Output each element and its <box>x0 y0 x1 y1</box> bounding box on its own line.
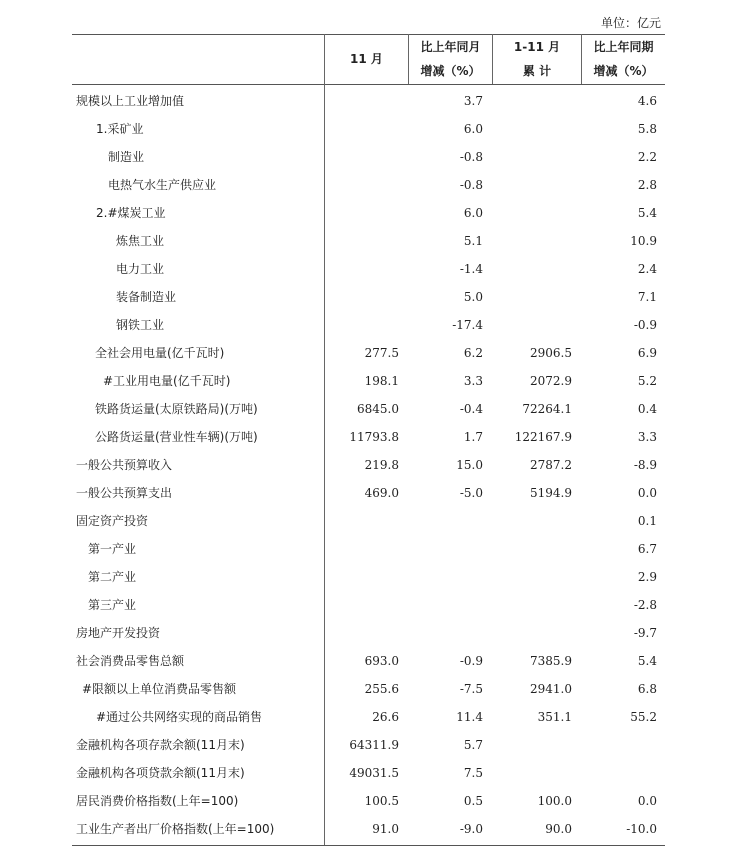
yoy-period-value: -0.9 <box>633 318 657 332</box>
table-row <box>72 731 665 759</box>
cumulative-value: 351.1 <box>537 710 572 724</box>
header-yoy-period-line2: 增减（%） <box>593 64 654 78</box>
row-label: 固定资产投资 <box>76 514 149 528</box>
table-row <box>72 647 665 675</box>
yoy-period-value: 2.2 <box>637 150 657 164</box>
cumulative-value: 90.0 <box>545 822 572 836</box>
table-row <box>72 619 665 647</box>
row-label: #工业用电量(亿千瓦时) <box>103 374 231 388</box>
yoy-month-value: 11.4 <box>456 710 483 724</box>
table-row <box>72 311 665 339</box>
yoy-period-value: 0.0 <box>637 486 657 500</box>
table-row <box>72 675 665 703</box>
row-label: 房地产开发投资 <box>76 626 161 640</box>
yoy-period-value: 55.2 <box>630 710 657 724</box>
month-value: 26.6 <box>372 710 399 724</box>
table-row <box>72 815 665 843</box>
yoy-month-value: -0.8 <box>459 150 483 164</box>
header-yoy-month-line2: 增减（%） <box>420 64 481 78</box>
row-label: 电热气水生产供应业 <box>108 178 217 192</box>
yoy-period-value: 6.7 <box>637 542 657 556</box>
month-value: 693.0 <box>364 654 399 668</box>
table-row <box>72 255 665 283</box>
row-label: #限额以上单位消费品零售额 <box>82 682 237 696</box>
yoy-month-value: -9.0 <box>459 822 483 836</box>
row-label: 一般公共预算收入 <box>76 458 173 472</box>
month-value: 64311.9 <box>349 738 399 752</box>
yoy-month-value: -0.9 <box>459 654 483 668</box>
table-row <box>72 507 665 535</box>
yoy-period-value: 2.9 <box>637 570 657 584</box>
row-label: 钢铁工业 <box>116 318 165 332</box>
yoy-month-value: 1.7 <box>463 430 483 444</box>
table-row <box>72 787 665 815</box>
row-label: 一般公共预算支出 <box>76 486 173 500</box>
row-label: 炼焦工业 <box>116 234 165 248</box>
table-row <box>72 171 665 199</box>
table-row <box>72 563 665 591</box>
table-row <box>72 339 665 367</box>
month-value: 255.6 <box>364 682 399 696</box>
unit-label: 单位：亿元 <box>600 16 661 30</box>
row-label: 电力工业 <box>116 262 165 276</box>
row-label: 铁路货运量(太原铁路局)(万吨) <box>95 402 258 416</box>
month-value: 91.0 <box>372 822 399 836</box>
yoy-period-value: 4.6 <box>637 94 657 108</box>
table-row <box>72 423 665 451</box>
header-yoy-period-line1: 比上年同期 <box>593 40 654 54</box>
row-label: 制造业 <box>108 150 145 164</box>
cumulative-value: 122167.9 <box>514 430 572 444</box>
table-row <box>72 115 665 143</box>
row-label: 第一产业 <box>88 542 137 556</box>
table-row <box>72 283 665 311</box>
yoy-month-value: -7.5 <box>459 682 483 696</box>
header-cumulative-line1: 1-11 月 <box>513 40 561 54</box>
yoy-period-value: 5.8 <box>637 122 657 136</box>
yoy-period-value: 6.9 <box>637 346 657 360</box>
yoy-period-value: 0.1 <box>637 514 657 528</box>
header-month: 11 月 <box>350 52 383 66</box>
yoy-period-value: 5.2 <box>637 374 657 388</box>
yoy-period-value: 5.4 <box>637 654 657 668</box>
yoy-period-value: 2.8 <box>637 178 657 192</box>
yoy-period-value: 3.3 <box>637 430 657 444</box>
table-row <box>72 367 665 395</box>
row-label: 金融机构各项存款余额(11月末) <box>76 738 245 752</box>
yoy-month-value: -0.4 <box>459 402 483 416</box>
row-label: 2.#煤炭工业 <box>96 206 166 220</box>
yoy-period-value: -8.9 <box>633 458 657 472</box>
yoy-month-value: -17.4 <box>452 318 483 332</box>
header-yoy-month-line1: 比上年同月 <box>420 40 481 54</box>
table-row <box>72 451 665 479</box>
row-label: 公路货运量(营业性车辆)(万吨) <box>95 430 258 444</box>
row-label: 社会消费品零售总额 <box>76 654 185 668</box>
yoy-month-value: -1.4 <box>459 262 483 276</box>
row-label: 工业生产者出厂价格指数(上年=100) <box>76 822 275 836</box>
table-bottom-rule <box>72 845 665 846</box>
month-value: 11793.8 <box>349 430 399 444</box>
yoy-month-value: 5.7 <box>463 738 483 752</box>
yoy-month-value: 0.5 <box>463 794 483 808</box>
cumulative-value: 2906.5 <box>530 346 572 360</box>
cumulative-value: 5194.9 <box>530 486 572 500</box>
yoy-period-value: 5.4 <box>637 206 657 220</box>
yoy-period-value: 2.4 <box>637 262 657 276</box>
cumulative-value: 2072.9 <box>530 374 572 388</box>
yoy-month-value: 15.0 <box>456 458 483 472</box>
yoy-month-value: 6.0 <box>463 206 483 220</box>
yoy-month-value: 5.0 <box>463 290 483 304</box>
yoy-period-value: 0.0 <box>637 794 657 808</box>
yoy-period-value: 6.8 <box>637 682 657 696</box>
cumulative-value: 72264.1 <box>522 402 572 416</box>
yoy-period-value: -10.0 <box>626 822 657 836</box>
month-value: 198.1 <box>364 374 399 388</box>
cumulative-value: 2941.0 <box>530 682 572 696</box>
month-value: 469.0 <box>364 486 399 500</box>
table-row <box>72 87 665 115</box>
row-label: 装备制造业 <box>116 290 177 304</box>
table-row <box>72 143 665 171</box>
row-label: 1.采矿业 <box>96 122 144 136</box>
row-label: 第三产业 <box>88 598 137 612</box>
yoy-period-value: 10.9 <box>630 234 657 248</box>
table-row <box>72 759 665 787</box>
yoy-month-value: -5.0 <box>459 486 483 500</box>
month-value: 219.8 <box>364 458 399 472</box>
yoy-month-value: 6.2 <box>463 346 483 360</box>
table-row <box>72 591 665 619</box>
yoy-month-value: -0.8 <box>459 178 483 192</box>
month-value: 6845.0 <box>357 402 399 416</box>
cumulative-value: 2787.2 <box>530 458 572 472</box>
yoy-period-value: 7.1 <box>637 290 657 304</box>
cumulative-value: 100.0 <box>537 794 572 808</box>
row-label: #通过公共网络实现的商品销售 <box>96 710 263 724</box>
row-label: 金融机构各项贷款余额(11月末) <box>76 766 245 780</box>
yoy-month-value: 7.5 <box>463 766 483 780</box>
header-cumulative-line2: 累 计 <box>522 64 552 78</box>
table-row <box>72 227 665 255</box>
yoy-month-value: 3.7 <box>463 94 483 108</box>
month-value: 49031.5 <box>349 766 399 780</box>
month-value: 277.5 <box>364 346 399 360</box>
yoy-period-value: -2.8 <box>633 598 657 612</box>
yoy-month-value: 6.0 <box>463 122 483 136</box>
month-value: 100.5 <box>364 794 399 808</box>
yoy-month-value: 3.3 <box>463 374 483 388</box>
table-row <box>72 703 665 731</box>
table-row <box>72 395 665 423</box>
table-row <box>72 535 665 563</box>
row-label: 居民消费价格指数(上年=100) <box>76 794 239 808</box>
row-label: 全社会用电量(亿千瓦时) <box>95 346 225 360</box>
row-label: 第二产业 <box>88 570 137 584</box>
yoy-month-value: 5.1 <box>463 234 483 248</box>
yoy-period-value: 0.4 <box>637 402 657 416</box>
cumulative-value: 7385.9 <box>530 654 572 668</box>
row-label: 规模以上工业增加值 <box>76 94 185 108</box>
table-row <box>72 199 665 227</box>
table-row <box>72 479 665 507</box>
yoy-period-value: -9.7 <box>633 626 657 640</box>
